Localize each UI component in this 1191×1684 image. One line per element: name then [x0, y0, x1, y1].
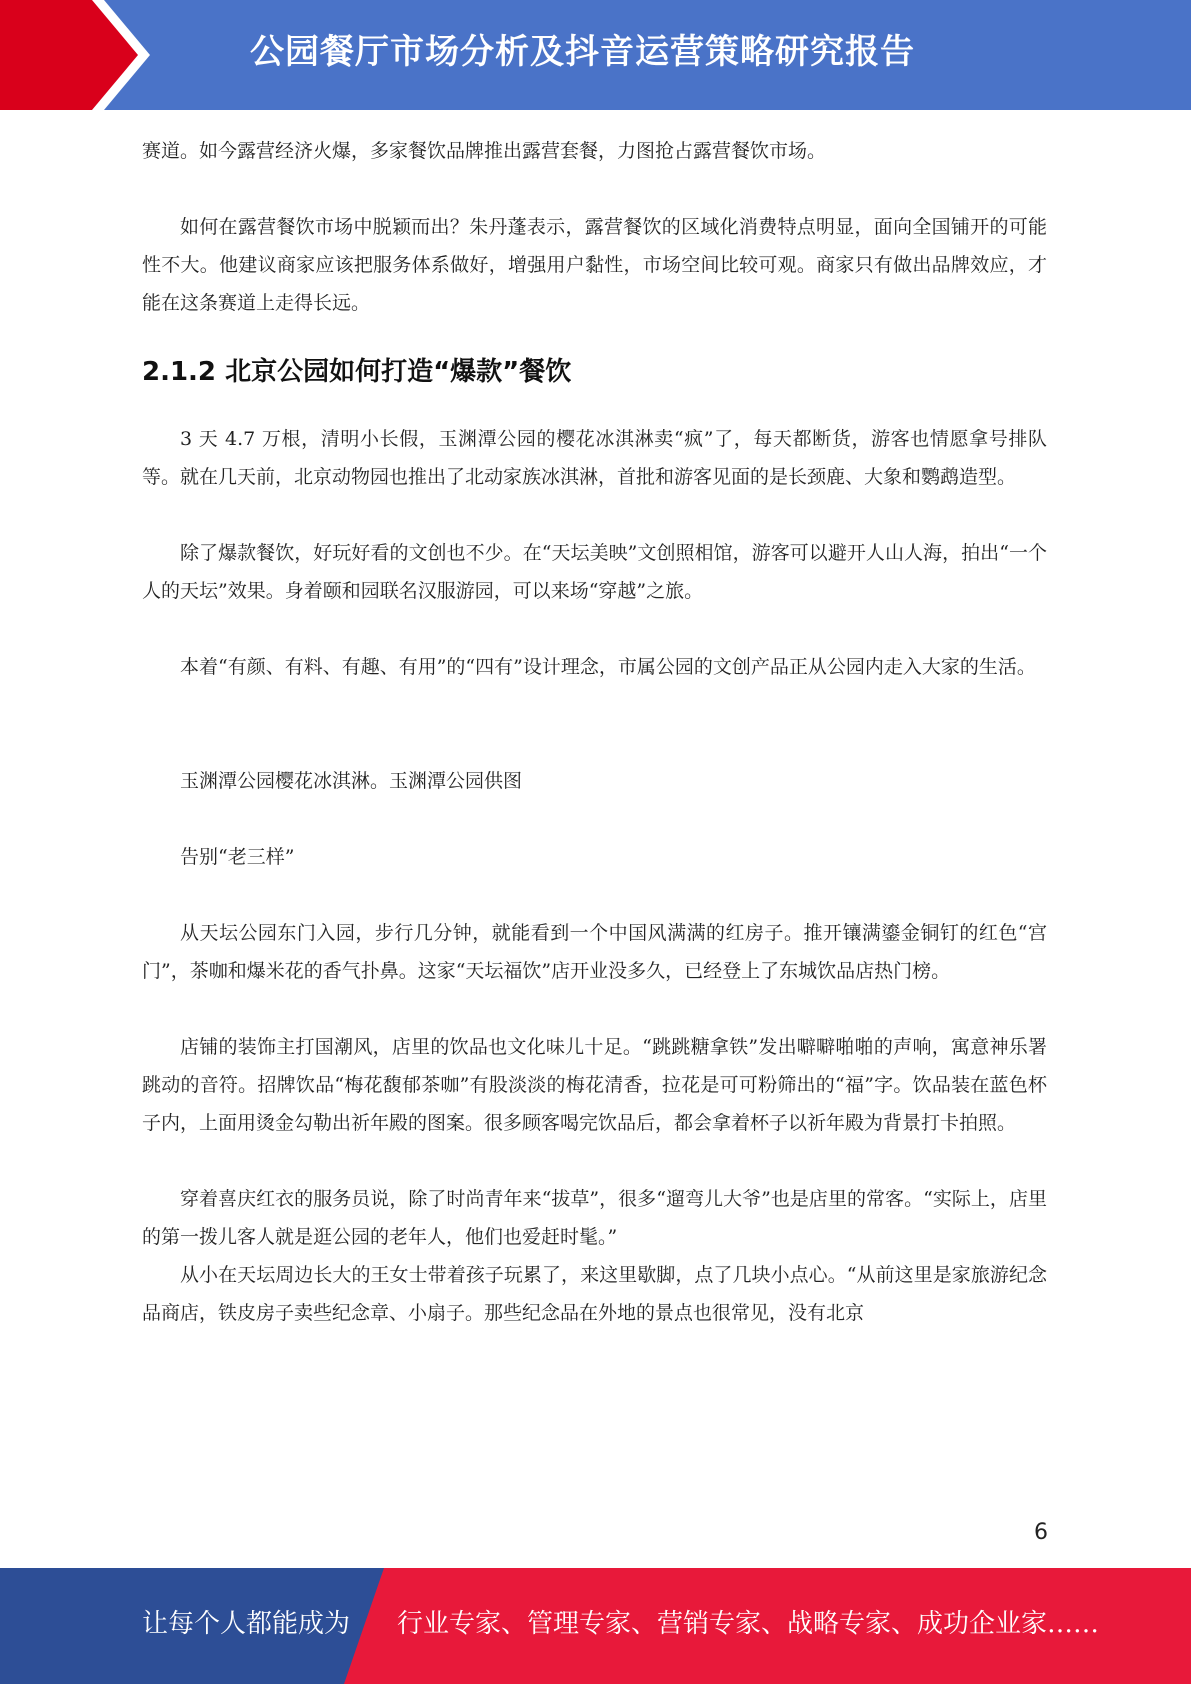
paragraph-red-house: 从天坛公园东门入园，步行几分钟，就能看到一个中国风满满的红房子。推开镶满鎏金铜钉的红色“宫门”，茶咖和爆米花的香气扑鼻。这家“天坛福饮”店开业没多久，已经登上了东城饮品店热门榜。 [142, 922, 1047, 982]
report-title: 公园餐厅市场分析及抖音运营策略研究报告 [250, 32, 915, 72]
page-number: 6 [1034, 1520, 1048, 1545]
footer-slogan-right: 行业专家、管理专家、营销专家、战略专家、成功企业家…… [397, 1609, 1100, 1639]
paragraph-drinks: 店铺的装饰主打国潮风，店里的饮品也文化味儿十足。“跳跳糖拿铁”发出噼噼啪啪的声响，寓意神乐署跳动的音符。招牌饮品“梅花馥郁茶咖”有股淡淡的梅花清香，拉花是可可粉筛出的“福”字。饮品装在蓝色杯子内，上面用烫金勾勒出祈年殿的图案。很多顾客喝完饮品后，都会拿着杯子以祈年殿为背景打卡拍照。 [142, 1036, 1047, 1134]
footer-banner [0, 1568, 1191, 1684]
paragraph-ms-wang: 从小在天坛周边长大的王女士带着孩子玩累了，来这里歇脚，点了几块小点心。“从前这里是家旅游纪念品商店，铁皮房子卖些纪念章、小扇子。那些纪念品在外地的景点也很常见，没有北京 [142, 1264, 1047, 1324]
document-body [142, 132, 1047, 1332]
footer-slogan-left: 让每个人都能成为 [142, 1609, 351, 1639]
paragraph-continued: 赛道。如今露营经济火爆，多家餐饮品牌推出露营套餐，力图抢占露营餐饮市场。 [142, 140, 827, 162]
paragraph-four-principles: 本着“有颜、有料、有趣、有用”的“四有”设计理念，市属公园的文创产品正从公园内走入大家的生活。 [180, 656, 1036, 678]
image-caption: 玉渊潭公园樱花冰淇淋。玉渊潭公园供图 [180, 770, 523, 792]
paragraph-customers: 穿着喜庆红衣的服务员说，除了时尚青年来“拔草”，很多“遛弯儿大爷”也是店里的常客。“实际上，店里的第一拨儿客人就是逛公园的老年人，他们也爱赶时髦。” [142, 1188, 1047, 1248]
paragraph-cultural-products: 除了爆款餐饮，好玩好看的文创也不少。在“天坛美映”文创照相馆，游客可以避开人山人海，拍出“一个人的天坛”效果。身着颐和园联名汉服游园，可以来场“穿越”之旅。 [142, 542, 1047, 602]
header-banner [0, 0, 1191, 110]
paragraph-camping-dining: 如何在露营餐饮市场中脱颖而出？朱丹蓬表示，露营餐饮的区域化消费特点明显，面向全国铺开的可能性不大。他建议商家应该把服务体系做好，增强用户黏性，市场空间比较可观。商家只有做出品牌效应，才能在这条赛道上走得长远。 [142, 216, 1047, 314]
subheading: 告别“老三样” [180, 846, 295, 868]
paragraph-ice-cream: 3 天 4.7 万根，清明小长假，玉渊潭公园的樱花冰淇淋卖“疯”了，每天都断货，游客也情愿拿号排队等。就在几天前，北京动物园也推出了北动家族冰淇淋，首批和游客见面的是长颈鹿、大象和鹦鹉造型。 [142, 428, 1047, 488]
section-heading: 2.1.2 北京公园如何打造“爆款”餐饮 [142, 357, 572, 387]
